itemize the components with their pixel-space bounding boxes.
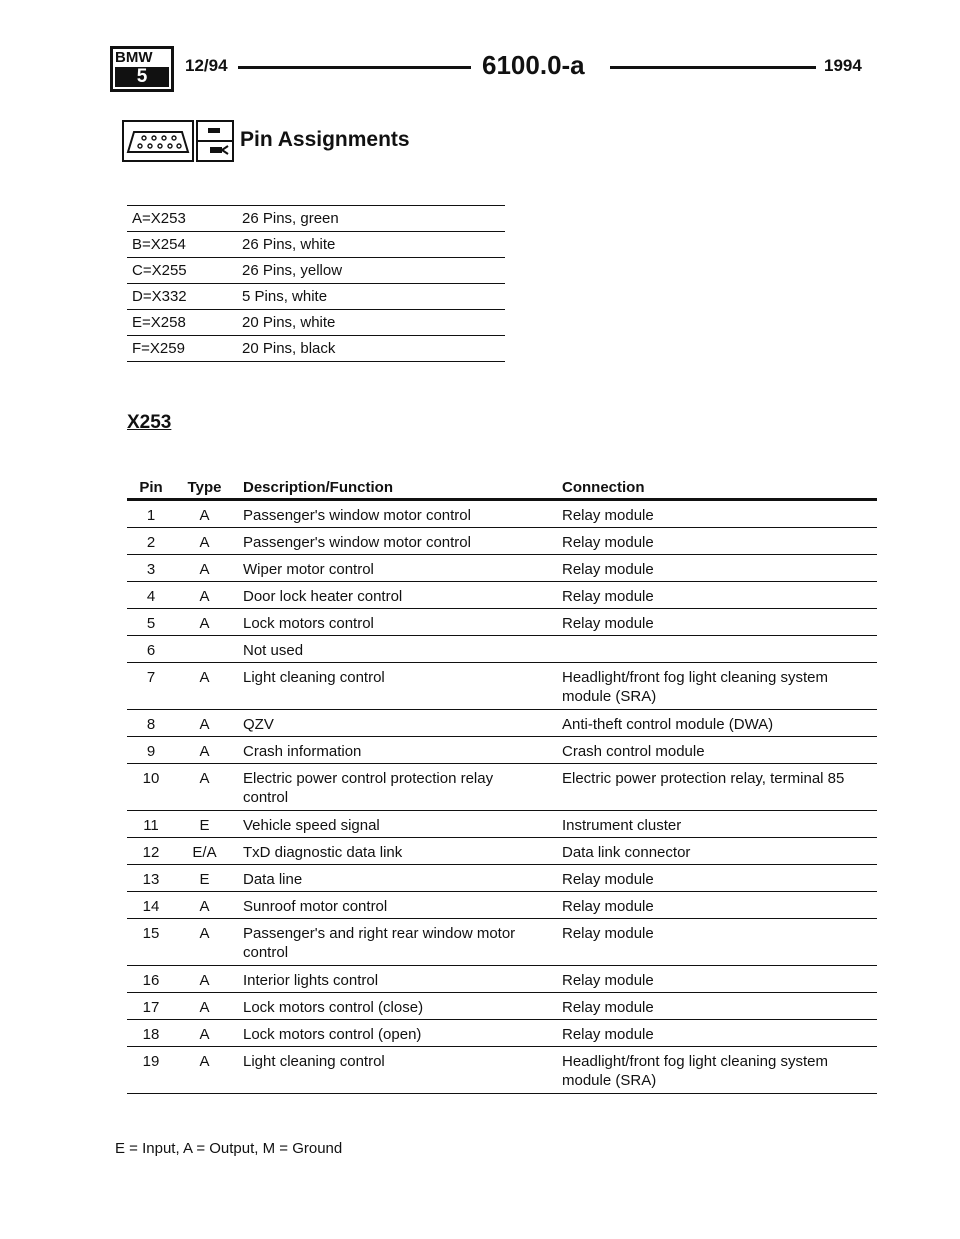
table-row [127, 1047, 877, 1094]
pin-number: 16 [142, 972, 160, 989]
pin-type: A [199, 972, 210, 989]
table-row [127, 528, 877, 555]
pin-description: Sunroof motor control [243, 898, 388, 915]
header-rule-right [610, 66, 816, 69]
table-row [127, 636, 877, 663]
table-row [127, 966, 877, 993]
pin-connection: Relay module [562, 925, 654, 942]
pin-number: 3 [146, 561, 156, 578]
pin-description: Lock motors control (close) [243, 999, 424, 1016]
pin-description: Passenger's and right rear window motor control [243, 925, 516, 961]
table-row [127, 919, 877, 966]
pin-type: A [199, 1053, 210, 1070]
connector-id: B=X254 [132, 236, 186, 253]
table-row [127, 764, 877, 811]
pin-type: A [199, 999, 210, 1016]
table-row [127, 710, 877, 737]
pin-description: Wiper motor control [243, 561, 374, 578]
header-date: 12/94 [185, 56, 228, 75]
pin-type: A [199, 507, 210, 524]
pin-connection: Relay module [562, 615, 654, 632]
table-row [127, 609, 877, 636]
connector-id: A=X253 [132, 210, 186, 227]
pin-description: QZV [243, 716, 274, 733]
pin-description: Door lock heater control [243, 588, 403, 605]
pin-type: A [199, 743, 210, 760]
logo-brand: BMW [115, 49, 153, 66]
table-row [127, 501, 877, 528]
pin-description: Data line [243, 871, 303, 888]
header-rule-left [238, 66, 471, 69]
connector-row [127, 284, 505, 310]
pin-connection: Relay module [562, 561, 654, 578]
pin-number: 19 [142, 1053, 160, 1070]
pin-connection: Instrument cluster [562, 817, 682, 834]
pin-connection: Relay module [562, 507, 654, 524]
pin-type: A [199, 615, 210, 632]
table-row [127, 993, 877, 1020]
pin-type: E [199, 817, 210, 834]
header-year: 1994 [824, 56, 862, 75]
connector-id: E=X258 [132, 314, 186, 331]
pin-description: TxD diagnostic data link [243, 844, 403, 861]
pin-number: 6 [146, 642, 156, 659]
pin-description: Lock motors control [243, 615, 374, 632]
pin-connection: Relay module [562, 972, 654, 989]
pin-number: 9 [146, 743, 156, 760]
table-row [127, 1020, 877, 1047]
connector-row [127, 310, 505, 336]
header-pin: Pin [139, 479, 163, 496]
pin-number: 2 [146, 534, 156, 551]
pin-number: 11 [143, 817, 159, 834]
bmw-5-series-logo [110, 46, 174, 92]
connector-id: D=X332 [132, 288, 187, 305]
pin-description: Crash information [243, 743, 362, 760]
connector-desc: 26 Pins, yellow [242, 262, 343, 279]
table-row [127, 892, 877, 919]
pin-type: A [199, 770, 210, 787]
pin-type: A [199, 925, 210, 942]
pin-type: A [199, 716, 210, 733]
pin-section-label: X253 [127, 412, 172, 433]
pin-plug-icon [196, 120, 234, 162]
pin-description: Passenger's window motor control [243, 507, 471, 524]
pin-number: 12 [142, 844, 160, 861]
pin-connection: Data link connector [562, 844, 691, 861]
pin-table [127, 476, 877, 1094]
pin-type: A [199, 669, 210, 686]
pin-connection: Relay module [562, 588, 654, 605]
pin-number: 10 [142, 770, 160, 787]
pin-number: 1 [146, 507, 156, 524]
pin-number: 14 [142, 898, 160, 915]
table-row [127, 865, 877, 892]
table-row [127, 582, 877, 609]
pin-number: 8 [146, 716, 156, 733]
table-row [127, 811, 877, 838]
page-title: Pin Assignments [240, 128, 410, 151]
pin-connection: Electric power protection relay, terminal 85 [562, 770, 845, 787]
pin-type: A [199, 534, 210, 551]
connector-row [127, 336, 505, 362]
pin-connection: Relay module [562, 898, 654, 915]
pin-type: E [199, 871, 210, 888]
connector-id: F=X259 [132, 340, 185, 357]
pin-description: Passenger's window motor control [243, 534, 471, 551]
connector-desc: 5 Pins, white [242, 288, 328, 305]
pin-description: Vehicle speed signal [243, 817, 380, 834]
pin-type: A [199, 588, 210, 605]
connector-desc: 20 Pins, white [242, 314, 336, 331]
table-row [127, 737, 877, 764]
connector-row [127, 232, 505, 258]
pin-description: Light cleaning control [243, 669, 385, 686]
pin-number: 13 [142, 871, 160, 888]
doc-number: 6100.0-a [482, 50, 585, 80]
connector-icon [122, 120, 194, 162]
pin-connection: Headlight/front fog light cleaning system module (SRA) [562, 1053, 828, 1089]
connector-desc: 26 Pins, green [242, 210, 339, 227]
table-row [127, 555, 877, 582]
table-row [127, 663, 877, 710]
pin-type: E/A [192, 844, 217, 861]
connector-list [127, 205, 505, 362]
pin-table-body [127, 501, 877, 1094]
pin-connection: Relay module [562, 999, 654, 1016]
pin-connection: Headlight/front fog light cleaning system module (SRA) [562, 669, 828, 705]
header-connection: Connection [562, 479, 645, 496]
pin-type: A [199, 561, 210, 578]
legend-footnote: E = Input, A = Output, M = Ground [115, 1140, 343, 1157]
pin-connection: Relay module [562, 1026, 654, 1043]
pin-number: 15 [142, 925, 160, 942]
connector-row [127, 258, 505, 284]
pin-description: Lock motors control (open) [243, 1026, 422, 1043]
header-description: Description/Function [243, 479, 393, 496]
pin-type: A [199, 898, 210, 915]
connector-desc: 26 Pins, white [242, 236, 336, 253]
pin-table-header [127, 476, 877, 501]
pin-description: Interior lights control [243, 972, 379, 989]
pin-description: Light cleaning control [243, 1053, 385, 1070]
connector-id: C=X255 [132, 262, 187, 279]
pin-number: 7 [146, 669, 156, 686]
pin-number: 4 [146, 588, 156, 605]
table-row [127, 838, 877, 865]
pin-number: 18 [142, 1026, 160, 1043]
pin-type: A [199, 1026, 210, 1043]
pin-connection: Anti-theft control module (DWA) [562, 716, 774, 733]
header-type: Type [187, 479, 222, 496]
pin-description: Electric power control protection relay control [243, 770, 494, 806]
connector-row [127, 205, 505, 232]
pin-description: Not used [243, 642, 304, 659]
pin-connection: Relay module [562, 534, 654, 551]
pin-connection: Crash control module [562, 743, 705, 760]
pin-number: 5 [146, 615, 156, 632]
connector-desc: 20 Pins, black [242, 340, 336, 357]
logo-series: 5 [115, 67, 169, 87]
pin-connection: Relay module [562, 871, 654, 888]
pin-number: 17 [142, 999, 160, 1016]
